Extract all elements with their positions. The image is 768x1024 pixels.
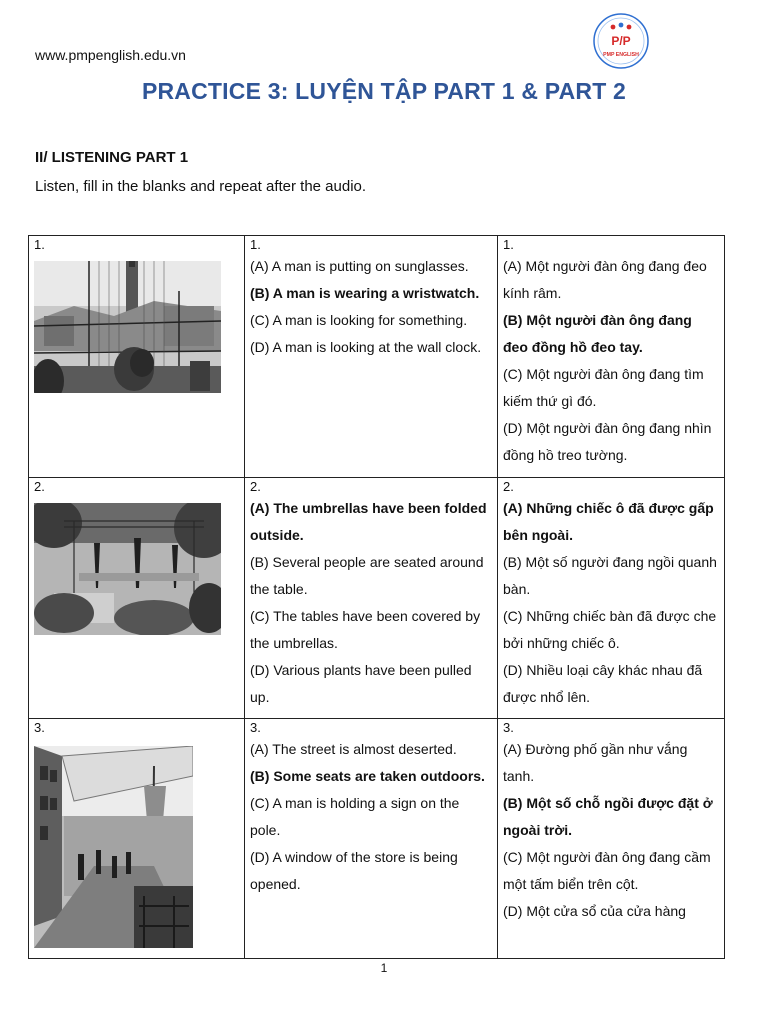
- option-d-vi: (D) Một người đàn ông đang nhìn đồng hồ treo tường.: [503, 420, 712, 463]
- option-a-vi: (A) Một người đàn ông đang đeo kính râm.: [503, 258, 707, 301]
- vietnamese-options-cell: [498, 236, 725, 478]
- option-c-vi: (C) Một người đàn ông đang cầm một tấm biển trên cột.: [503, 849, 711, 892]
- logo-brand-text: PMP ENGLISH: [603, 52, 639, 58]
- option-a: (A) The street is almost deserted.: [250, 741, 457, 757]
- option-b-vi-answer: (B) Một số chỗ ngồi được đặt ở ngoài trời.: [503, 795, 713, 838]
- photo-man-wristwatch: [34, 261, 221, 393]
- option-a-vi: (A) Đường phố gần như vắng tanh.: [503, 741, 688, 784]
- section-instruction: Listen, fill in the blanks and repeat after the audio.: [35, 178, 367, 195]
- english-options-cell: [245, 719, 498, 959]
- photo-folded-umbrellas: [34, 503, 221, 635]
- option-a-vi-answer: (A) Những chiếc ô đã được gấp bên ngoài.: [503, 500, 714, 543]
- question-number: 1.: [34, 237, 45, 252]
- photo-cell: [29, 719, 245, 959]
- vietnamese-options-cell: [498, 478, 725, 719]
- logo-mark-text: P/P: [611, 34, 631, 48]
- page-title: PRACTICE 3: LUYỆN TẬP PART 1 & PART 2: [141, 78, 627, 104]
- questions-table: [28, 235, 725, 959]
- question-number: 3.: [250, 720, 261, 735]
- question-number: 3.: [503, 720, 514, 735]
- option-d-vi: (D) Một cửa sổ của cửa hàng: [503, 903, 686, 919]
- question-number: 2.: [250, 479, 261, 494]
- option-c: (C) A man is holding a sign on the pole.: [250, 795, 460, 838]
- option-d: (D) A window of the store is being opened.: [250, 849, 458, 892]
- option-b-answer: (B) Some seats are taken outdoors.: [250, 768, 485, 784]
- option-a: (A) A man is putting on sunglasses.: [250, 258, 469, 274]
- option-c-vi: (C) Những chiếc bàn đã được che bởi những chiếc ô.: [503, 608, 717, 651]
- question-number: 1.: [250, 237, 261, 252]
- section-heading: II/ LISTENING PART 1: [35, 149, 189, 166]
- photo-street-outdoor-seats: [34, 746, 193, 948]
- question-row: [29, 236, 725, 478]
- question-row: [29, 478, 725, 719]
- option-a-answer: (A) The umbrellas have been folded outside.: [250, 500, 487, 543]
- english-options-cell: [245, 478, 498, 719]
- option-b: (B) Several people are seated around the table.: [250, 554, 484, 597]
- option-b-answer: (B) A man is wearing a wristwatch.: [250, 285, 480, 301]
- option-d-vi: (D) Nhiều loại cây khác nhau đã được nhổ lên.: [503, 662, 703, 705]
- photo-cell: [29, 236, 245, 478]
- question-number: 2.: [34, 479, 45, 494]
- pmp-logo-icon: [592, 12, 650, 70]
- question-number: 3.: [34, 720, 45, 735]
- option-d: (D) Various plants have been pulled up.: [250, 662, 472, 705]
- option-b-vi-answer: (B) Một người đàn ông đang đeo đồng hồ đeo tay.: [503, 312, 692, 355]
- question-number: 1.: [503, 237, 514, 252]
- page-number: 1: [380, 961, 388, 975]
- question-number: 2.: [503, 479, 514, 494]
- english-options-cell: [245, 236, 498, 478]
- photo-cell: [29, 478, 245, 719]
- option-c: (C) A man is looking for something.: [250, 312, 468, 328]
- vietnamese-options-cell: [498, 719, 725, 959]
- question-row: [29, 719, 725, 959]
- option-d: (D) A man is looking at the wall clock.: [250, 339, 482, 355]
- option-c-vi: (C) Một người đàn ông đang tìm kiếm thứ gì đó.: [503, 366, 704, 409]
- site-url[interactable]: www.pmpenglish.edu.vn: [35, 47, 186, 63]
- option-c: (C) The tables have been covered by the umbrellas.: [250, 608, 481, 651]
- option-b-vi: (B) Một số người đang ngồi quanh bàn.: [503, 554, 717, 597]
